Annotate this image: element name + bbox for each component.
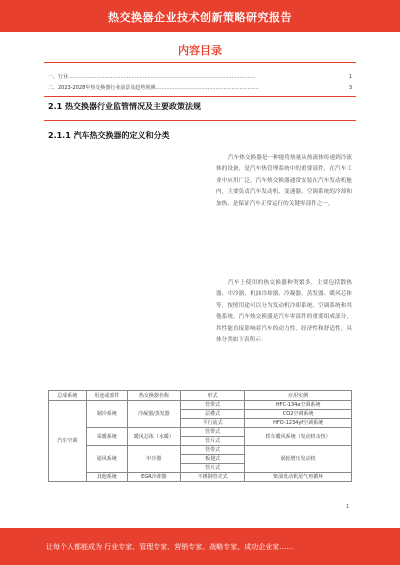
application-cell: 轿车暖风系统（发动机余热） (245, 428, 352, 446)
paragraph: 汽车热交换器是一种能将热量从热流体传递到冷流体的设备，是汽车热管理系统中的重要部件，在汽车工业中应用广泛。汽车热交换器通常安装在汽车发动机舱内，主要负责汽车发动机、变速器、空调系统的冷却和加热，是保证汽车正常运行的关键零部件之一。 (216, 155, 352, 207)
table-row (49, 446, 352, 455)
toc-title: 内容目录 (178, 44, 222, 57)
classification-table (48, 390, 352, 482)
form-cell: 管片式 (180, 464, 244, 473)
table-header: 形式 (180, 391, 244, 401)
subsystem-cell: 其他系统 (86, 473, 127, 482)
form-cell: 平行流式 (180, 419, 244, 428)
subsection-heading: 2.1.1 汽车热交换器的定义和分类 (48, 131, 170, 140)
application-cell: CO2空调系统 (245, 410, 352, 419)
subsystem-cell: 制冷系统 (86, 401, 127, 428)
table-header: 用途或部件 (86, 391, 127, 401)
table-header: 应用实例 (245, 391, 352, 401)
exchanger-cell: 中冷器 (127, 446, 180, 473)
exchanger-cell: 暖风芯体（水暖） (127, 428, 180, 446)
table-row (49, 473, 352, 482)
section-divider (44, 120, 356, 121)
toc-item-label: 二、2023-2028年热交换器行业前景及趋势预测................................................................. (48, 85, 259, 91)
subsystem-cell: 通风系统 (86, 446, 127, 473)
report-footer (0, 528, 400, 565)
form-cell: 管带式 (180, 401, 244, 410)
table-row (49, 428, 352, 437)
report-title: 热交换器企业技术创新策略研究报告 (108, 11, 292, 24)
table-header: 热交换器名称 (127, 391, 180, 401)
exchanger-cell: EGR冷却器 (127, 473, 180, 482)
toc-item-page: 1 (348, 74, 352, 80)
form-cell: 管片式 (180, 437, 244, 446)
toc-item[interactable] (48, 73, 352, 82)
footer-slogan: 让每个人都能成为 行业专家、管理专家、营销专家、战略专家、成功企业家…… (46, 543, 294, 551)
application-cell: HFO-1234yf空调系统 (245, 419, 352, 428)
toc-item-page: 3 (348, 85, 352, 91)
form-cell: 板翅式 (180, 455, 244, 464)
form-cell: 层叠式 (180, 410, 244, 419)
toc-item[interactable] (48, 84, 352, 93)
toc-item-label: 一、行业...................................................................................................................... (48, 74, 256, 80)
section-divider (44, 96, 356, 97)
application-cell: 涡轮增压发动机 (245, 446, 352, 473)
form-cell: 管带式 (180, 428, 244, 437)
form-cell: 不锈钢管壳式 (180, 473, 244, 482)
application-cell: 柴油发动机尾气再循环 (245, 473, 352, 482)
paragraph: 汽车上使用的热交换器种类繁多，主要包括散热器、中冷器、机油冷却器、冷凝器、蒸发器、暖风芯体等，按照用途可以分为发动机冷却系统、空调系统和其他系统。汽车热交换器是汽车零部件的重要组成部分，其性能直接影响着汽车的动力性、经济性和舒适性。具体分类如下表所示： (216, 280, 352, 344)
form-cell: 管带式 (180, 446, 244, 455)
toc-divider (44, 62, 356, 63)
subsystem-cell: 采暖系统 (86, 428, 127, 446)
page-number: 1 (346, 504, 350, 510)
section-heading: 2.1 热交换器行业监管情况及主要政策法规 (48, 102, 201, 111)
table-header-row (49, 391, 352, 401)
group-cell: 汽车空调 (49, 401, 87, 482)
exchanger-cell: 冷凝器/蒸发器 (127, 401, 180, 428)
table-row (49, 401, 352, 410)
table-header: 总成系统 (49, 391, 87, 401)
application-cell: HFC-134a空调系统 (245, 401, 352, 410)
report-header (0, 0, 400, 32)
